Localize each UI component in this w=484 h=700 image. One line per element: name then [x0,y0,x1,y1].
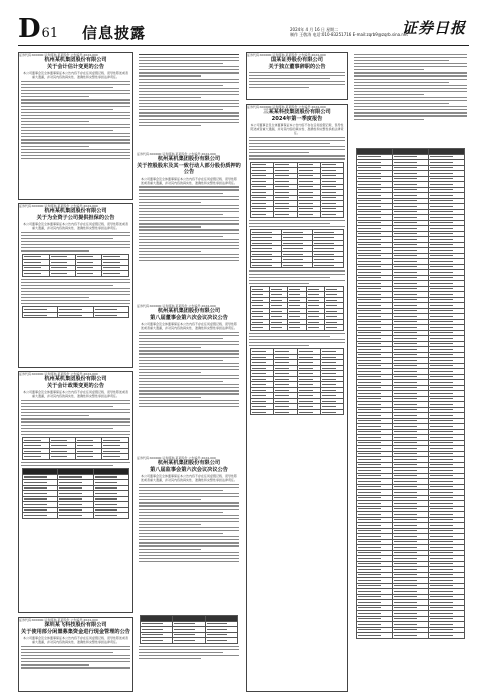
stock-line: 证券代码:600000 证券简称:某某股份 公告编号:2024-000 [19,618,98,622]
stock-line: 证券代码:600000 证券简称:某某股份 公告编号:2024-000 [247,105,326,109]
issue-date: 2024年 4 月 16 日 星期二 [290,27,339,32]
announcement-company: 三某某科技集团股份有限公司 [263,109,331,115]
announcement-title: 关于独立董事辞职的公告 [268,63,326,70]
stock-line: 证券代码:600000 证券简称:某某股份 公告编号:2024-000 [19,372,98,376]
section-title: 信息披露 [82,24,147,42]
body-text [137,484,241,562]
column-4 [352,52,469,692]
body-text [137,332,241,407]
balance-sheet-summary [250,348,344,415]
body-text [247,333,347,347]
financial-table [22,468,128,519]
policy-table [22,437,128,460]
column-2 [137,52,241,692]
guarantee-table [22,254,128,277]
announcement-company: 杭州某机集团股份有限公司 [44,57,107,63]
body-text [247,220,347,227]
body-text [19,462,132,466]
board-notice: 本公司董事会及全体董事保证本公告内容不存在任何虚假记载、误导性陈述或者重大遗漏，并对其内容的真实性、准确性和完整性承担法律责任。 [22,71,128,79]
announcement-company: 深圳某飞科技股份有限公司 [44,622,107,628]
body-text [19,232,132,252]
editor-contact: 制作 王敬涛 电话:010-83251716 E-mail:zqrb9@zqrb.sina.net [290,32,408,37]
body-text [19,646,132,669]
announcement-title: 关于会计估计变更的公告 [46,63,105,70]
body-text [247,72,347,89]
body-text [247,270,347,284]
announcement-title: 关于会计政策变更的公告 [46,382,105,389]
announcement-a5 [137,152,241,302]
body-text [19,81,132,159]
column-1 [18,52,133,692]
stock-line: 证券代码:600000 证券简称:某某股份 公告编号:2024-000 [247,53,326,57]
announcement-title: 关于为全资子公司提供担保的公告 [36,214,115,221]
announcement-a8 [246,52,348,100]
header-rule [18,45,469,46]
announcement-company: 国某证券股份有限公司 [271,57,323,63]
board-notice: 本公司董事会及全体董事保证本公告内容不存在任何虚假记载、误导性陈述或者重大遗漏，并对其内容的真实性、准确性和完整性承担法律责任。 [140,322,237,330]
stock-line: 证券代码:600000 证券简称:某某股份 公告编号:2024-000 [19,204,98,208]
board-notice: 本公司董事会及全体董事保证本公告内容不存在任何虚假记载、误导性陈述或者重大遗漏，并对其内容的真实性、准确性和完整性承担法律责任。 [22,636,128,644]
announcement-a2 [18,203,133,368]
body-text [19,400,132,435]
board-notice: 本公司董事会及全体董事保证本公告内容不存在任何虚假记载、误导性陈述或者重大遗漏，并对其内容的真实性、准确性和完整性承担法律责任。 [22,222,128,230]
continued-text [352,52,469,144]
board-notice: 本公司董事会及全体董事保证本公告内容不存在任何虚假记载、误导性陈述或者重大遗漏，并对其内容的真实性、准确性和完整性承担法律责任。 [22,390,128,398]
stock-line: 证券代码:600000 证券简称:某某股份 公告编号:2024-000 [137,304,216,308]
announcement-a4 [18,617,133,692]
body-text [19,279,132,305]
announcement-a6 [137,304,241,454]
key-financials-table [250,162,344,218]
balance-sheet-block [352,146,469,692]
announcement-title: 第八届监事会第六次会议决议公告 [150,466,228,473]
newspaper-logo: 证券日报 [402,19,467,37]
page-code: D61 [18,14,59,44]
announcement-title: 关于控股股东及其一致行动人部分股份质押的公告 [137,162,241,175]
stock-line: 证券代码:600000 证券简称:某某股份 公告编号:2024-000 [19,53,98,57]
announcement-title: 第八届董事会第六次会议决议公告 [150,314,228,321]
shareholders-table [250,286,344,331]
announcement-a1 [18,52,133,200]
announcement-company: 杭州某机集团股份有限公司 [157,460,221,466]
column-3 [246,52,348,692]
page-number: 61 [41,26,59,41]
non-recurring-table [250,229,344,269]
announcement-company: 杭州某机集团股份有限公司 [44,376,107,382]
announcement-company: 杭州某机集团股份有限公司 [157,308,221,314]
announcement-a9 [246,104,348,692]
announcement-company: 杭州某机集团股份有限公司 [157,156,221,162]
continued-text [137,52,241,152]
announcement-company: 杭州某机集团股份有限公司 [44,208,107,214]
page-header [0,0,484,48]
body-text [247,137,347,160]
stock-line: 证券代码:600000 证券简称:某某股份 公告编号:2024-000 [137,152,216,156]
announcement-a7 [137,456,241,611]
table-block [137,613,241,692]
lower-table [140,615,238,644]
board-notice: 本公司董事会及全体董事保证本公告内容不存在任何虚假记载、误导性陈述或者重大遗漏，并对其内容的真实性、准确性和完整性承担法律责任。 [140,474,237,482]
announcement-title: 2024年第一季度报告 [271,115,323,122]
issue-info [290,27,408,37]
board-notice: 本公司董事会及全体董事保证本公告内容不存在任何虚假记载、误导性陈述或者重大遗漏，并对其内容的真实性、准确性和完整性承担法律责任。 [250,123,344,135]
body-text [137,186,241,261]
balance-sheet-table [356,148,466,639]
announcement-a3 [18,371,133,613]
board-notice: 本公司董事会及全体董事保证本公告内容不存在任何虚假记载、误导性陈述或者重大遗漏，并对其内容的真实性、准确性和完整性承担法律责任。 [140,176,237,185]
stock-line: 证券代码:600000 证券简称:某某股份 公告编号:2024-000 [137,456,216,460]
subsidiary-table [22,306,128,318]
announcement-title: 关于使用部分闲置募集资金进行现金管理的公告 [21,628,130,635]
